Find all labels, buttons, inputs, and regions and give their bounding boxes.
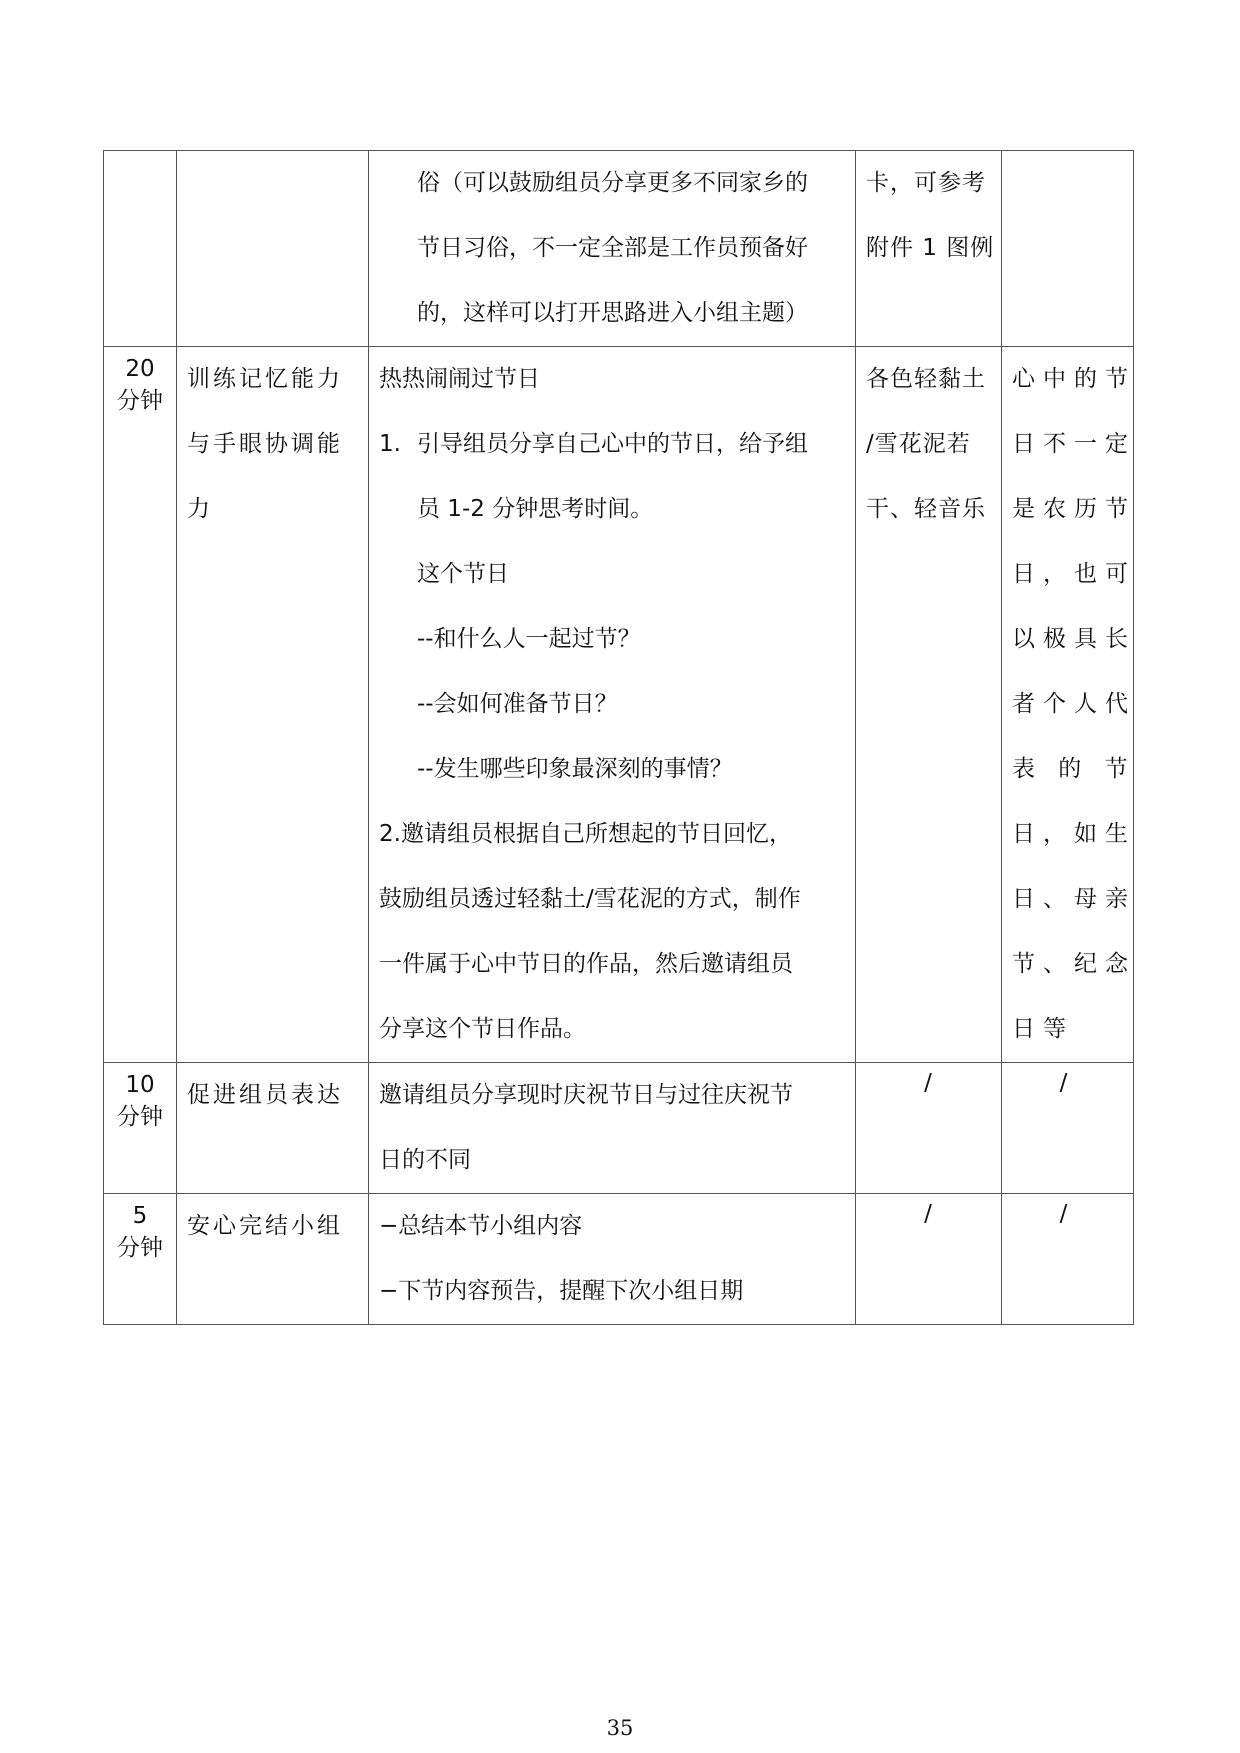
materials-line: 干、轻音乐 [866,496,986,522]
time-cell [104,347,177,1063]
materials-line: 各色轻黏土 [866,366,986,392]
activity-line: 一件属于心中节日的作品，然后邀请组员 [379,951,793,977]
materials-line: / [924,1201,933,1227]
page-number: 35 [606,1716,634,1740]
activity-line: 日的不同 [379,1147,471,1173]
activity-line: 分享这个节日作品。 [379,1016,586,1042]
time-unit: 分钟 [117,388,163,414]
notes-line: 日等 [1012,1016,1074,1042]
goal-line: 力 [187,496,213,522]
table-row [104,151,1134,347]
materials-line: 卡，可参考 [866,170,986,196]
activity-line: 邀请组员分享现时庆祝节日与过往庆祝节 [379,1082,793,1108]
notes-line: 以极具长 [1012,626,1136,652]
materials-line: 附件 1 图例 [866,235,995,261]
materials-cell [856,1063,1002,1194]
activity-line: 鼓励组员透过轻黏土/雪花泥的方式，制作 [379,886,801,912]
notes-cell [1002,347,1134,1063]
goal-cell [177,1063,369,1194]
materials-cell [856,347,1002,1063]
session-plan-table [103,150,1134,1325]
activity-cell [369,1194,856,1325]
notes-line: / [1059,1070,1076,1096]
activity-line: 节日习俗，不一定全部是工作员预备好 [417,235,808,261]
activity-line: 员 1-2 分钟思考时间。 [417,496,654,522]
notes-cell [1002,1063,1134,1194]
goal-line: 促进组员表达 [187,1082,343,1108]
time-unit: 分钟 [117,1235,163,1261]
time-cell [104,1063,177,1194]
activity-line: 的，这样可以打开思路进入小组主题） [417,300,808,326]
materials-cell [856,151,1002,347]
step-number: 1. [379,431,401,457]
prompt-line: --会如何准备节日？ [417,691,618,717]
goal-line: 训练记忆能力 [187,366,343,392]
time-unit: 分钟 [117,1104,163,1130]
notes-cell [1002,1194,1134,1325]
notes-line: 表 的 节 [1012,756,1136,782]
goal-line: 与手眼协调能 [187,431,343,457]
table-row [104,1194,1134,1325]
activity-title: 热热闹闹过节日 [379,366,540,392]
time-value: 5 [132,1203,148,1229]
activity-cell [369,347,856,1063]
prompt-line: 这个节日 [417,561,509,587]
activity-cell [369,151,856,347]
prompt-line: --发生哪些印象最深刻的事情？ [417,756,733,782]
table-row [104,1063,1134,1194]
activity-line: −总结本节小组内容 [379,1213,583,1239]
activity-step-1 [379,412,845,477]
prompt-line: --和什么人一起过节？ [417,626,641,652]
notes-line: 者个人代 [1012,691,1136,717]
time-value: 20 [125,356,155,382]
activity-line: 俗（可以鼓励组员分享更多不同家乡的 [417,170,808,196]
notes-line: 节、纪念 [1012,951,1136,977]
notes-line: 日，如生 [1012,821,1136,847]
activity-cell [369,1063,856,1194]
time-cell [104,1194,177,1325]
goal-cell [177,151,369,347]
notes-line: 是农历节 [1012,496,1136,522]
table-row [104,347,1134,1063]
activity-line: −下节内容预告，提醒下次小组日期 [379,1278,744,1304]
notes-line: 日，也可 [1012,561,1136,587]
time-cell [104,151,177,347]
step-text: 引导组员分享自己心中的节日，给予组 [417,431,808,457]
goal-cell [177,347,369,1063]
materials-line: / [924,1070,933,1096]
materials-line: /雪花泥若 [866,431,971,457]
time-value: 10 [125,1072,155,1098]
activity-step-2: 2.邀请组员根据自己所想起的节日回忆， [379,821,792,847]
notes-line: 日、母亲 [1012,886,1136,912]
notes-line: / [1059,1201,1076,1227]
goal-line: 安心完结小组 [187,1213,343,1239]
notes-cell [1002,151,1134,347]
materials-cell [856,1194,1002,1325]
goal-cell [177,1194,369,1325]
notes-line: 日不一定 [1012,431,1136,457]
notes-line: 心中的节 [1012,366,1136,392]
